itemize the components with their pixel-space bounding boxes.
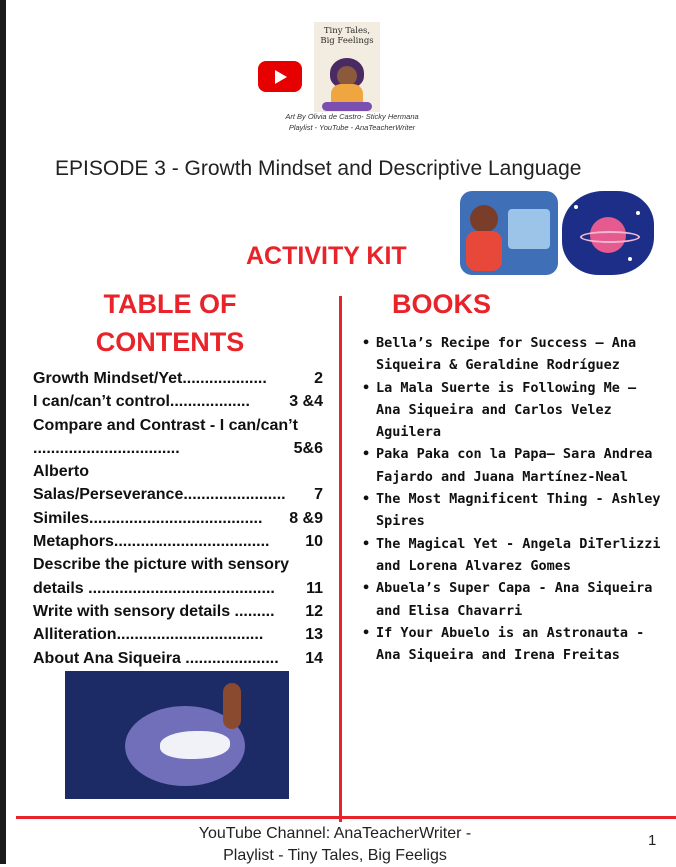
toc-item-page: 3 &4 xyxy=(289,393,323,411)
footer-divider xyxy=(16,816,676,819)
book-title: Paka Paka con la Papa– Sara Andrea Fajardo and Juana Martínez-Neal xyxy=(376,446,653,485)
toc-item-page: 2 xyxy=(314,370,323,387)
bullet-icon: • xyxy=(362,379,371,396)
book-list-item xyxy=(362,577,662,622)
illustration-planet-ring xyxy=(580,231,640,243)
book-title: La Mala Suerte is Following Me – Ana Siqueira and Carlos Velez Aguilera xyxy=(376,379,637,441)
cover-character-legs xyxy=(322,102,372,111)
illustration-kid-dress xyxy=(466,231,502,271)
activity-kit-heading: ACTIVITY KIT xyxy=(246,242,407,270)
book-list-item xyxy=(362,622,662,667)
illustration-star xyxy=(574,205,578,209)
toc-item-text: Growth Mindset/Yet................... xyxy=(33,370,267,387)
illustration-dancer xyxy=(223,683,241,729)
illustration-swan xyxy=(160,731,230,759)
toc-item-text: Describe the picture with sensory details .......................................... xyxy=(33,556,290,597)
toc-item xyxy=(33,507,323,530)
illustration-kid-head xyxy=(470,205,498,233)
bullet-icon: • xyxy=(362,580,371,597)
book-list-item xyxy=(362,488,662,533)
book-title: Abuela’s Super Capa - Ana Siqueira and Elisa Chavarri xyxy=(376,580,653,619)
toc-item-page: 5&6 xyxy=(293,439,323,457)
toc-item-text: Metaphors................................... xyxy=(33,533,270,551)
book-list-item xyxy=(362,332,662,377)
illustration-girl-reading xyxy=(460,191,558,275)
illustration-page xyxy=(508,209,550,249)
illustration-astronaut-space xyxy=(562,191,654,275)
books-heading: BOOKS xyxy=(392,289,492,319)
footer-channel-text: YouTube Channel: AnaTeacherWriter - Playlist - Tiny Tales, Big Feeligs xyxy=(198,825,472,864)
playlist-credit: Playlist - YouTube - AnaTeacherWriter xyxy=(288,123,416,132)
toc-item-page: 10 xyxy=(305,533,323,551)
page-left-edge xyxy=(0,0,6,864)
toc-item-text: Similes....................................... xyxy=(33,509,263,527)
book-list-item xyxy=(362,377,662,444)
book-cover-image xyxy=(314,22,380,112)
cover-character-face xyxy=(337,66,357,86)
books-list xyxy=(362,332,662,666)
toc-item xyxy=(33,414,323,461)
illustration-star xyxy=(628,257,632,261)
bullet-icon: • xyxy=(362,446,371,463)
episode-title: EPISODE 3 - Growth Mindset and Descriptive Language xyxy=(55,157,582,180)
book-title: If Your Abuelo is an Astronauta - Ana Siqueira and Irena Freitas xyxy=(376,624,645,664)
dancer-swans-illustration xyxy=(65,671,289,799)
toc-item xyxy=(33,460,323,507)
toc-item xyxy=(33,390,323,413)
toc-item-page: 14 xyxy=(305,649,323,667)
book-title: Bella’s Recipe for Success – Ana Siqueira & Geraldine Rodríguez xyxy=(376,335,637,374)
toc-item-text: Alliteration................................. xyxy=(33,626,264,644)
book-title: The Most Magnificent Thing - Ashley Spires xyxy=(376,491,661,530)
bullet-icon: • xyxy=(362,624,371,641)
cover-title: Tiny Tales, Big Feelings xyxy=(320,26,374,46)
column-divider xyxy=(339,296,342,822)
page-number: 1 xyxy=(648,832,657,849)
toc-item-text: Compare and Contrast - I can/can’t ................................. xyxy=(33,416,298,457)
toc-item-page: 7 xyxy=(314,486,323,504)
book-title: The Magical Yet - Angela DiTerlizzi and Lorena Alvarez Gomes xyxy=(376,535,661,574)
toc-heading: TABLE OF CONTENTS xyxy=(95,289,245,357)
toc-item-page: 12 xyxy=(305,602,323,620)
toc-item xyxy=(33,530,323,553)
toc-list xyxy=(33,367,323,670)
illustration-star xyxy=(636,211,640,215)
toc-item-page: 8 &9 xyxy=(289,509,323,527)
art-credit: Art By Olivia de Castro- Sticky Hermana xyxy=(285,112,419,121)
toc-item-text: About Ana Siqueira ..................... xyxy=(33,649,279,667)
toc-item-text: Write with sensory details ......... xyxy=(33,602,275,620)
youtube-play-icon[interactable] xyxy=(258,61,302,92)
bullet-icon: • xyxy=(362,335,371,351)
toc-item xyxy=(33,623,323,646)
book-list-item xyxy=(362,443,662,488)
toc-item xyxy=(33,553,323,600)
toc-item xyxy=(33,600,323,623)
toc-item-page: 13 xyxy=(305,626,323,644)
toc-item-text: I can/can’t control.................. xyxy=(33,393,250,411)
toc-item-page: 11 xyxy=(306,579,323,597)
toc-item xyxy=(33,647,323,670)
toc-item-text: Alberto Salas/Perseverance....................... xyxy=(33,463,286,504)
bullet-icon: • xyxy=(362,535,371,552)
book-list-item xyxy=(362,533,662,578)
bullet-icon: • xyxy=(362,491,371,508)
toc-item xyxy=(33,367,323,390)
